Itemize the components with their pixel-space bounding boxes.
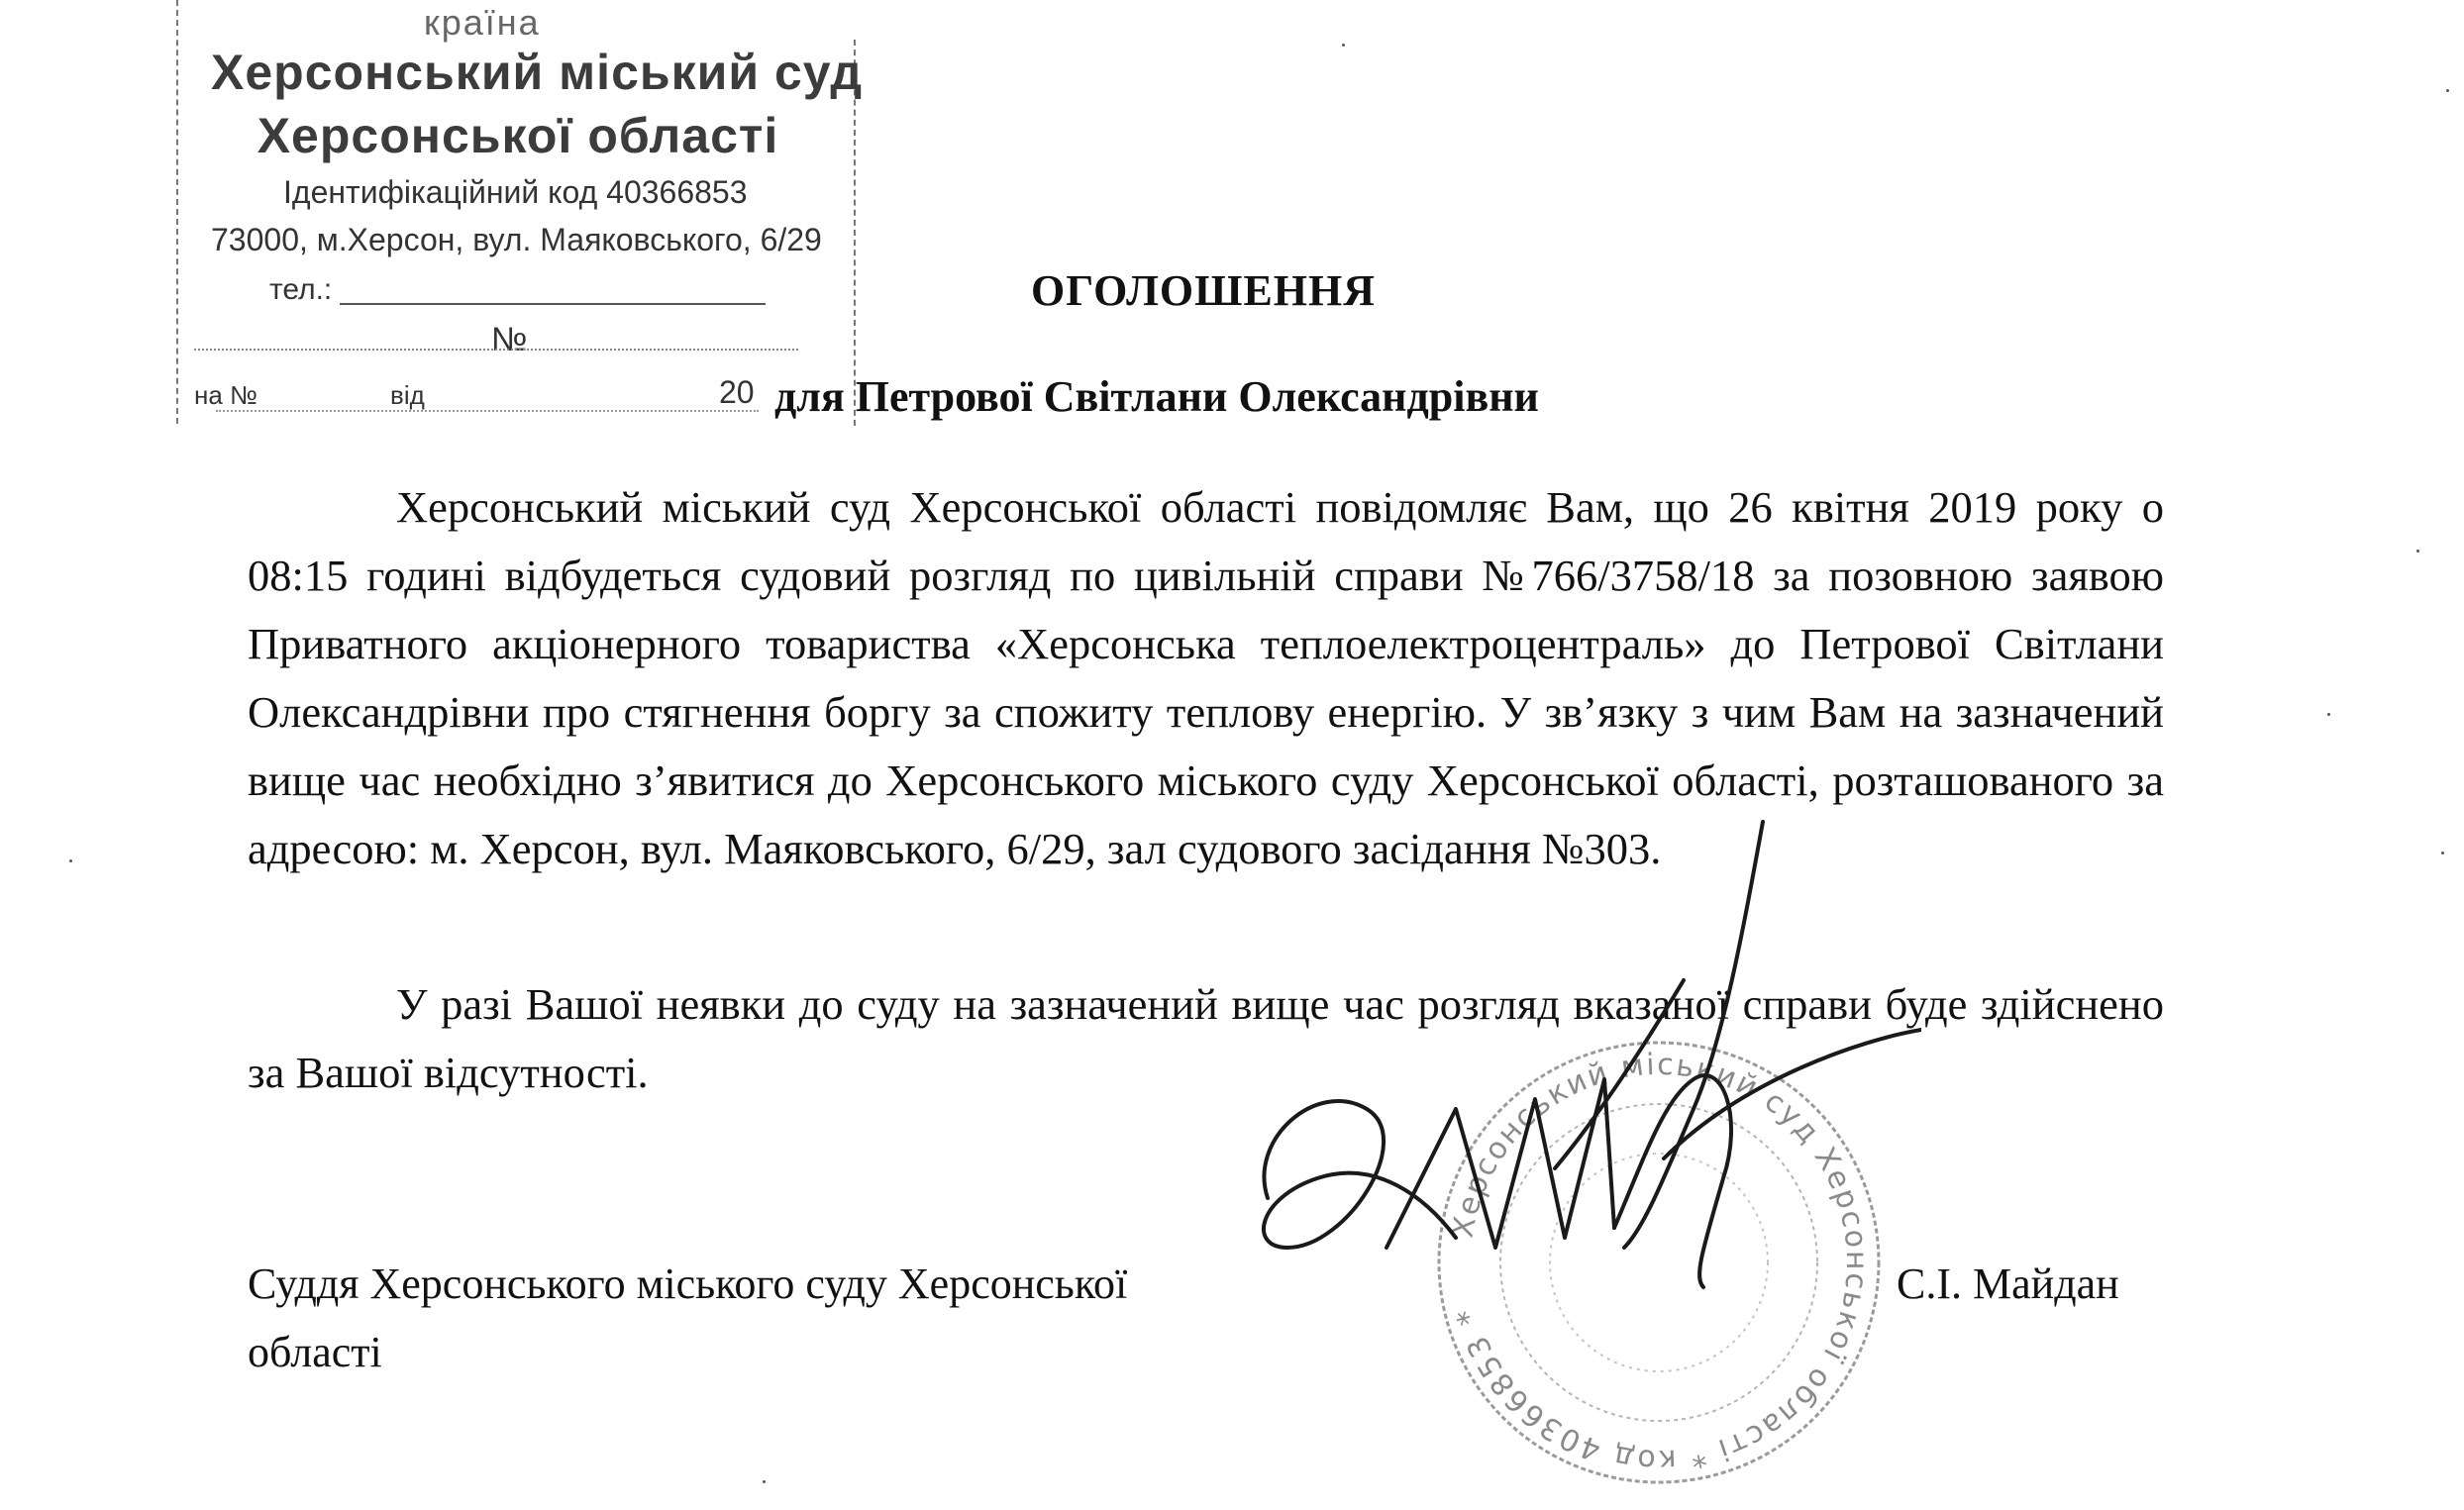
stamp-region: Херсонської області [257,108,779,163]
stamp-tel-line [340,303,766,305]
scan-speck [1342,44,1345,47]
document-title: ОГОЛОШЕННЯ [1030,266,1377,315]
scan-speck [2327,713,2330,716]
seal-text: Херсонський міський суд Херсонської області * код 40366853 * [1445,1047,1875,1478]
stamp-ref-line [216,410,759,412]
judge-title: Суддя Херсонського міського суду Херсонської області [248,1259,1128,1376]
stamp-address: 73000, м.Херсон, вул. Маяковського, 6/29 [211,222,822,257]
stamp-ref-year: 20 [719,374,755,410]
stamp-tel-label: тел.: [269,273,333,306]
scan-speck [763,1480,766,1483]
stamp-ref-from-label: від [390,380,425,410]
scan-speck [2446,89,2449,92]
stamp-frame-left [176,0,178,424]
judge-name: С.І. Майдан [1897,1259,2119,1308]
judge-signature-image [1228,782,1921,1337]
stamp-court-name: Херсонський міський суд [211,45,864,100]
stamp-id-code: Ідентифікаційний код 40366853 [283,174,748,210]
scan-speck [69,859,72,862]
stamp-ref-label: на № [194,380,257,410]
scan-speck [2416,550,2419,553]
stamp-number-label: № [491,321,528,358]
stamp-country: країна [424,2,541,43]
stamp-number-line [194,349,798,351]
addressee-line: для Петрової Світлани Олександрівни [774,372,1539,421]
notice-paragraph-main: Херсонський міський суд Херсонської області повідомляє Вам, що 26 квітня 2019 року о 08:15 годині відбудеться судовий розгляд по цивільній справи №766/3758/18 за позовною заявою Приватного акціонерного товариства «Херсонська теплоелектроцентраль» до Петрової Світлани Олександрівни про стягнення боргу за спожиту теплову енергію. У зв’язку з чим Вам на зазначений вище час необхідно з’явитися до Херсонського міського суду Херсонської області, розташованого за адресою: м. Херсон, вул. Маяковського, 6/29, зал судового засідання №303. [248,482,2164,873]
notice-paragraph-absence: У разі Вашої неявки до суду на зазначений вище час розгляд вказаної справи буде здійснено за Вашої відсутності. [248,979,2164,1097]
court-header-stamp [176,0,864,426]
scan-speck [2441,852,2444,855]
